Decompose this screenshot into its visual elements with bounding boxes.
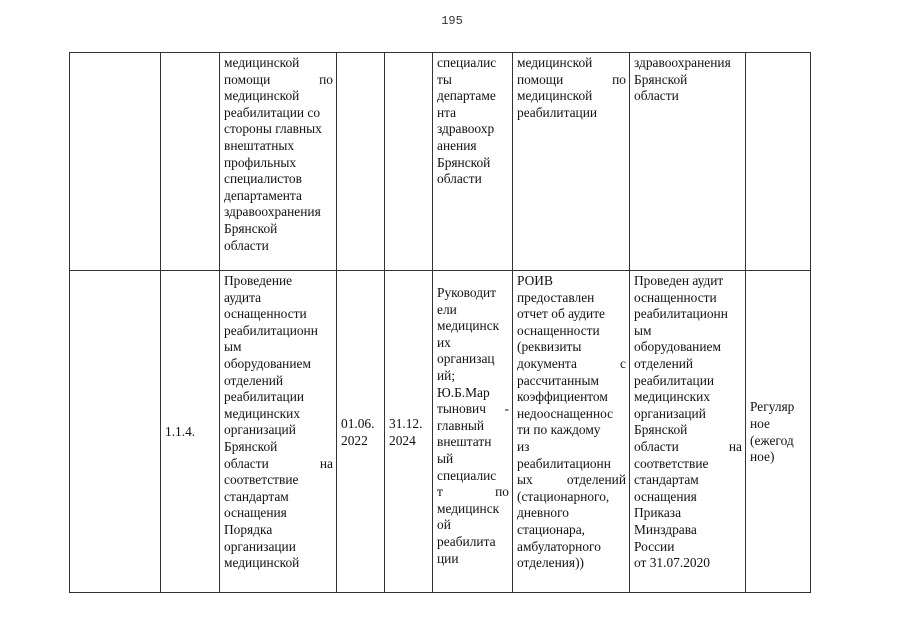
number-cell <box>161 53 220 271</box>
indicator-cell: Проведен аудит оснащенности реабилитационн ым оборудованием отделений реабилитации медицинских организаций Брянской области на соответствие стандартам оснащения Приказа Минздрава России от 31.07.2020 <box>630 271 746 593</box>
measures-table <box>69 52 811 593</box>
end-date-cell <box>385 53 433 271</box>
table-row <box>70 271 811 593</box>
periodicity-cell <box>746 53 811 271</box>
executor-cell: специалис ты департаме нта здравоохр анения Брянской области <box>433 53 513 271</box>
event-cell: медицинской помощи по медицинской реабилитации со стороны главных внештатных профильных специалистов департамента здравоохранения Брянской области <box>220 53 337 271</box>
empty-cell <box>70 271 161 593</box>
table-row <box>70 53 811 271</box>
indicator-cell: здравоохранения Брянской области <box>630 53 746 271</box>
start-date-cell: 01.06. 2022 <box>337 271 385 593</box>
empty-cell <box>70 53 161 271</box>
result-cell: РОИВ предоставлен отчет об аудите оснащенности (реквизиты документа с рассчитанным коэффициентом недооснащеннос ти по каждому из реабилитационн ых отделений (стационарного, дневного стационара, амбулаторного отделения)) <box>513 271 630 593</box>
executor-cell: Руководит ели медицинск их организац ий; Ю.Б.Мар тынович - главный внештатн ый специалис т по медицинск ой реабилита ции <box>433 271 513 593</box>
number-cell: 1.1.4. <box>161 271 220 593</box>
start-date-cell <box>337 53 385 271</box>
periodicity-cell: Регуляр ное (ежегод ное) <box>746 271 811 593</box>
page-number: 195 <box>441 14 463 28</box>
result-cell: медицинской помощи по медицинской реабилитации <box>513 53 630 271</box>
end-date-cell: 31.12. 2024 <box>385 271 433 593</box>
event-cell: Проведение аудита оснащенности реабилитационн ым оборудованием отделений реабилитации медицинских организаций Брянской области на соответствие стандартам оснащения Порядка организации медицинской <box>220 271 337 593</box>
